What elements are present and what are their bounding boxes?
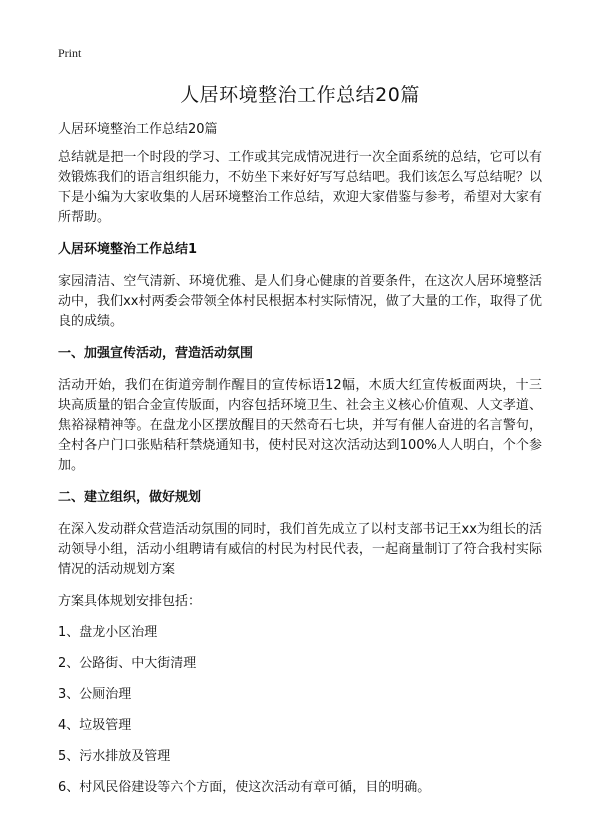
section-heading: 人居环境整治工作总结1 — [58, 242, 198, 257]
list-item: 6、村风民俗建设等六个方面，使这次活动有章可循，目的明确。 — [58, 780, 431, 795]
subsection-paragraph: 活动开始，我们在街道旁制作醒目的宣传标语12幅，木质大红宣传板面两块，十三块高质量的铝合金宣传版面，内容包括环境卫生、社会主义核心价值观、人文孝道、焦裕禄精神等。在盘龙小区摆放醒目的天然奇石七块，并写有催人奋进的名言警句，全村各户门口张贴秸秆禁烧通知书，使村民对这次活动达到100%人人明白，个个参加。 — [58, 378, 542, 473]
section-paragraph: 家园清洁、空气清新、环境优雅、是人们身心健康的首要条件，在这次人居环境整活动中，我们xx村两委会带领全体村民根据本村实际情况，做了大量的工作，取得了优良的成绩。 — [58, 274, 542, 329]
document-body — [58, 120, 542, 809]
list-item: 5、污水排放及管理 — [58, 749, 171, 764]
list-item: 4、垃圾管理 — [58, 718, 132, 733]
subsection-heading: 二、建立组织，做好规划 — [58, 490, 202, 505]
intro-paragraph: 总结就是把一个时段的学习、工作或其完成情况进行一次全面系统的总结，它可以有效锻炼我们的语言组织能力，不妨坐下来好好写写总结吧。我们该怎么写总结呢？以下是小编为大家收集的人居环境整治工作总结，欢迎大家借鉴与参考，希望对大家有所帮助。 — [58, 150, 542, 225]
page-title: 人居环境整治工作总结20篇 — [180, 84, 420, 106]
plan-intro: 方案具体规划安排包括： — [58, 594, 202, 609]
list-item: 2、公路街、中大街清理 — [58, 656, 197, 671]
list-item: 3、公厕治理 — [58, 687, 132, 702]
subsection-heading: 一、加强宣传活动，营造活动氛围 — [58, 346, 254, 361]
list-item: 1、盘龙小区治理 — [58, 625, 158, 640]
subsection-paragraph: 在深入发动群众营造活动氛围的同时，我们首先成立了以村支部书记王xx为组长的活动领导小组，活动小组聘请有威信的村民为村民代表，一起商量制订了符合我村实际情况的活动规划方案 — [58, 522, 542, 577]
document-subtitle: 人居环境整治工作总结20篇 — [58, 122, 218, 137]
print-link[interactable]: Print — [58, 46, 82, 60]
